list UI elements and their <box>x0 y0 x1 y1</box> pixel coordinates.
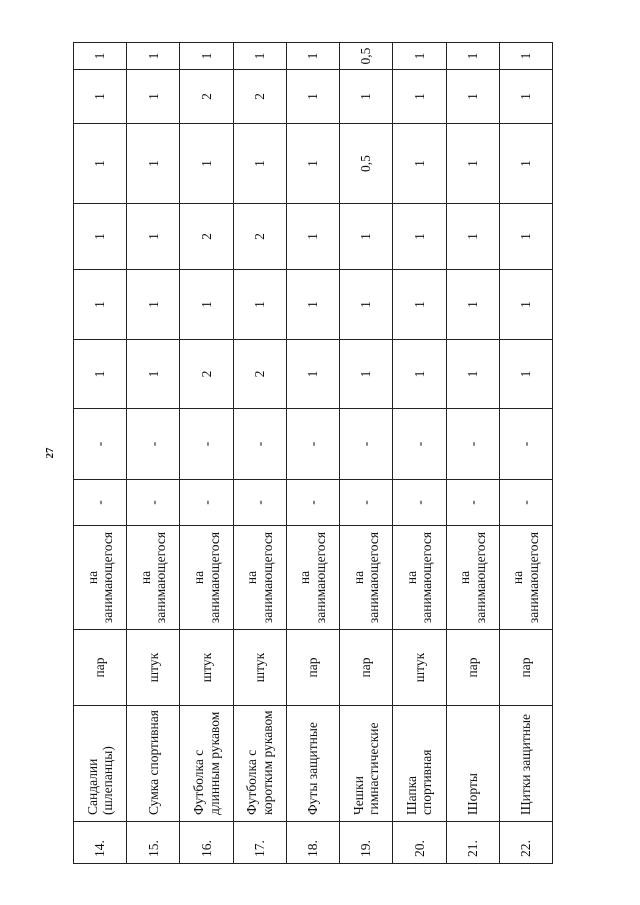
cell-c5: 2 <box>180 204 233 270</box>
cell-who: на занимающегося <box>233 526 286 630</box>
table-row <box>340 43 393 864</box>
cell-name: Чешки гимнастические <box>340 706 393 822</box>
cell-c1: - <box>127 480 180 526</box>
cell-c6: 1 <box>233 124 286 204</box>
cell-who: на занимающегося <box>127 526 180 630</box>
cell-who: на занимающегося <box>393 526 446 630</box>
cell-unit: штук <box>180 630 233 706</box>
cell-c1: - <box>286 480 339 526</box>
cell-c5: 1 <box>393 204 446 270</box>
table-row <box>74 43 127 864</box>
cell-c7: 1 <box>74 70 127 124</box>
cell-c4: 1 <box>127 270 180 340</box>
cell-c1: - <box>499 480 552 526</box>
cell-c2: - <box>446 409 499 480</box>
cell-num: 16. <box>180 822 233 864</box>
cell-c6: 1 <box>446 124 499 204</box>
cell-c2: - <box>340 409 393 480</box>
cell-c2: - <box>499 409 552 480</box>
cell-c5: 1 <box>499 204 552 270</box>
cell-c4: 1 <box>286 270 339 340</box>
cell-c8: 1 <box>127 43 180 70</box>
cell-num: 17. <box>233 822 286 864</box>
equipment-table-frame <box>73 43 553 864</box>
table-row <box>446 43 499 864</box>
cell-c7: 1 <box>286 70 339 124</box>
cell-unit: пар <box>340 630 393 706</box>
cell-c1: - <box>446 480 499 526</box>
cell-num: 21. <box>446 822 499 864</box>
cell-c3: 1 <box>340 340 393 409</box>
cell-who: на занимающегося <box>499 526 552 630</box>
cell-num: 22. <box>499 822 552 864</box>
cell-c7: 1 <box>499 70 552 124</box>
cell-c8: 1 <box>233 43 286 70</box>
cell-who: на занимающегося <box>340 526 393 630</box>
cell-c1: - <box>393 480 446 526</box>
cell-unit: пар <box>286 630 339 706</box>
cell-c3: 1 <box>446 340 499 409</box>
cell-c4: 1 <box>74 270 127 340</box>
cell-c1: - <box>340 480 393 526</box>
cell-c6: 1 <box>499 124 552 204</box>
cell-c6: 1 <box>74 124 127 204</box>
cell-c7: 2 <box>180 70 233 124</box>
cell-c6: 1 <box>127 124 180 204</box>
cell-c4: 1 <box>180 270 233 340</box>
cell-c2: - <box>74 409 127 480</box>
cell-c1: - <box>233 480 286 526</box>
cell-num: 14. <box>74 822 127 864</box>
cell-name: Футболка с длинным рукавом <box>180 706 233 822</box>
cell-c7: 1 <box>340 70 393 124</box>
table-row <box>233 43 286 864</box>
cell-c5: 1 <box>446 204 499 270</box>
cell-c3: 1 <box>499 340 552 409</box>
cell-c4: 1 <box>499 270 552 340</box>
cell-c8: 1 <box>446 43 499 70</box>
cell-name: Футы защитные <box>286 706 339 822</box>
cell-c3: 1 <box>393 340 446 409</box>
cell-c2: - <box>127 409 180 480</box>
rotated-table-wrapper <box>73 43 553 864</box>
cell-c7: 1 <box>446 70 499 124</box>
table-row <box>127 43 180 864</box>
cell-c5: 1 <box>340 204 393 270</box>
cell-num: 15. <box>127 822 180 864</box>
cell-who: на занимающегося <box>74 526 127 630</box>
cell-unit: штук <box>393 630 446 706</box>
cell-c7: 2 <box>233 70 286 124</box>
cell-c6: 1 <box>393 124 446 204</box>
cell-name: Щитки защитные <box>499 706 552 822</box>
cell-name: Шорты <box>446 706 499 822</box>
cell-num: 18. <box>286 822 339 864</box>
table-row <box>286 43 339 864</box>
cell-c4: 1 <box>340 270 393 340</box>
cell-c5: 1 <box>74 204 127 270</box>
cell-unit: пар <box>499 630 552 706</box>
cell-c3: 1 <box>74 340 127 409</box>
page-number: 27 <box>44 447 56 459</box>
cell-who: на занимающегося <box>286 526 339 630</box>
table-row <box>499 43 552 864</box>
cell-name: Шапка спортивная <box>393 706 446 822</box>
cell-c8: 1 <box>74 43 127 70</box>
cell-who: на занимающегося <box>180 526 233 630</box>
equipment-table <box>73 42 553 864</box>
cell-c6: 0,5 <box>340 124 393 204</box>
cell-c3: 2 <box>180 340 233 409</box>
cell-c3: 2 <box>233 340 286 409</box>
cell-name: Футболка с коротким рукавом <box>233 706 286 822</box>
cell-c2: - <box>180 409 233 480</box>
cell-c2: - <box>233 409 286 480</box>
cell-c5: 1 <box>286 204 339 270</box>
cell-name: Сандалии (шлепанцы) <box>74 706 127 822</box>
cell-c8: 1 <box>393 43 446 70</box>
cell-c7: 1 <box>393 70 446 124</box>
cell-c7: 1 <box>127 70 180 124</box>
cell-unit: штук <box>233 630 286 706</box>
cell-c5: 2 <box>233 204 286 270</box>
cell-c3: 1 <box>286 340 339 409</box>
cell-unit: штук <box>127 630 180 706</box>
cell-num: 19. <box>340 822 393 864</box>
cell-c4: 1 <box>393 270 446 340</box>
cell-c8: 1 <box>286 43 339 70</box>
cell-c6: 1 <box>286 124 339 204</box>
table-row <box>393 43 446 864</box>
cell-c5: 1 <box>127 204 180 270</box>
cell-c6: 1 <box>180 124 233 204</box>
cell-c2: - <box>286 409 339 480</box>
cell-c2: - <box>393 409 446 480</box>
cell-who: на занимающегося <box>446 526 499 630</box>
table-row <box>180 43 233 864</box>
cell-c1: - <box>180 480 233 526</box>
cell-c1: - <box>74 480 127 526</box>
cell-unit: пар <box>74 630 127 706</box>
cell-unit: пар <box>446 630 499 706</box>
cell-name: Сумка спортивная <box>127 706 180 822</box>
cell-num: 20. <box>393 822 446 864</box>
cell-c4: 1 <box>233 270 286 340</box>
cell-c3: 1 <box>127 340 180 409</box>
cell-c8: 1 <box>499 43 552 70</box>
cell-c4: 1 <box>446 270 499 340</box>
cell-c8: 1 <box>180 43 233 70</box>
table-body <box>74 43 553 864</box>
cell-c8: 0,5 <box>340 43 393 70</box>
